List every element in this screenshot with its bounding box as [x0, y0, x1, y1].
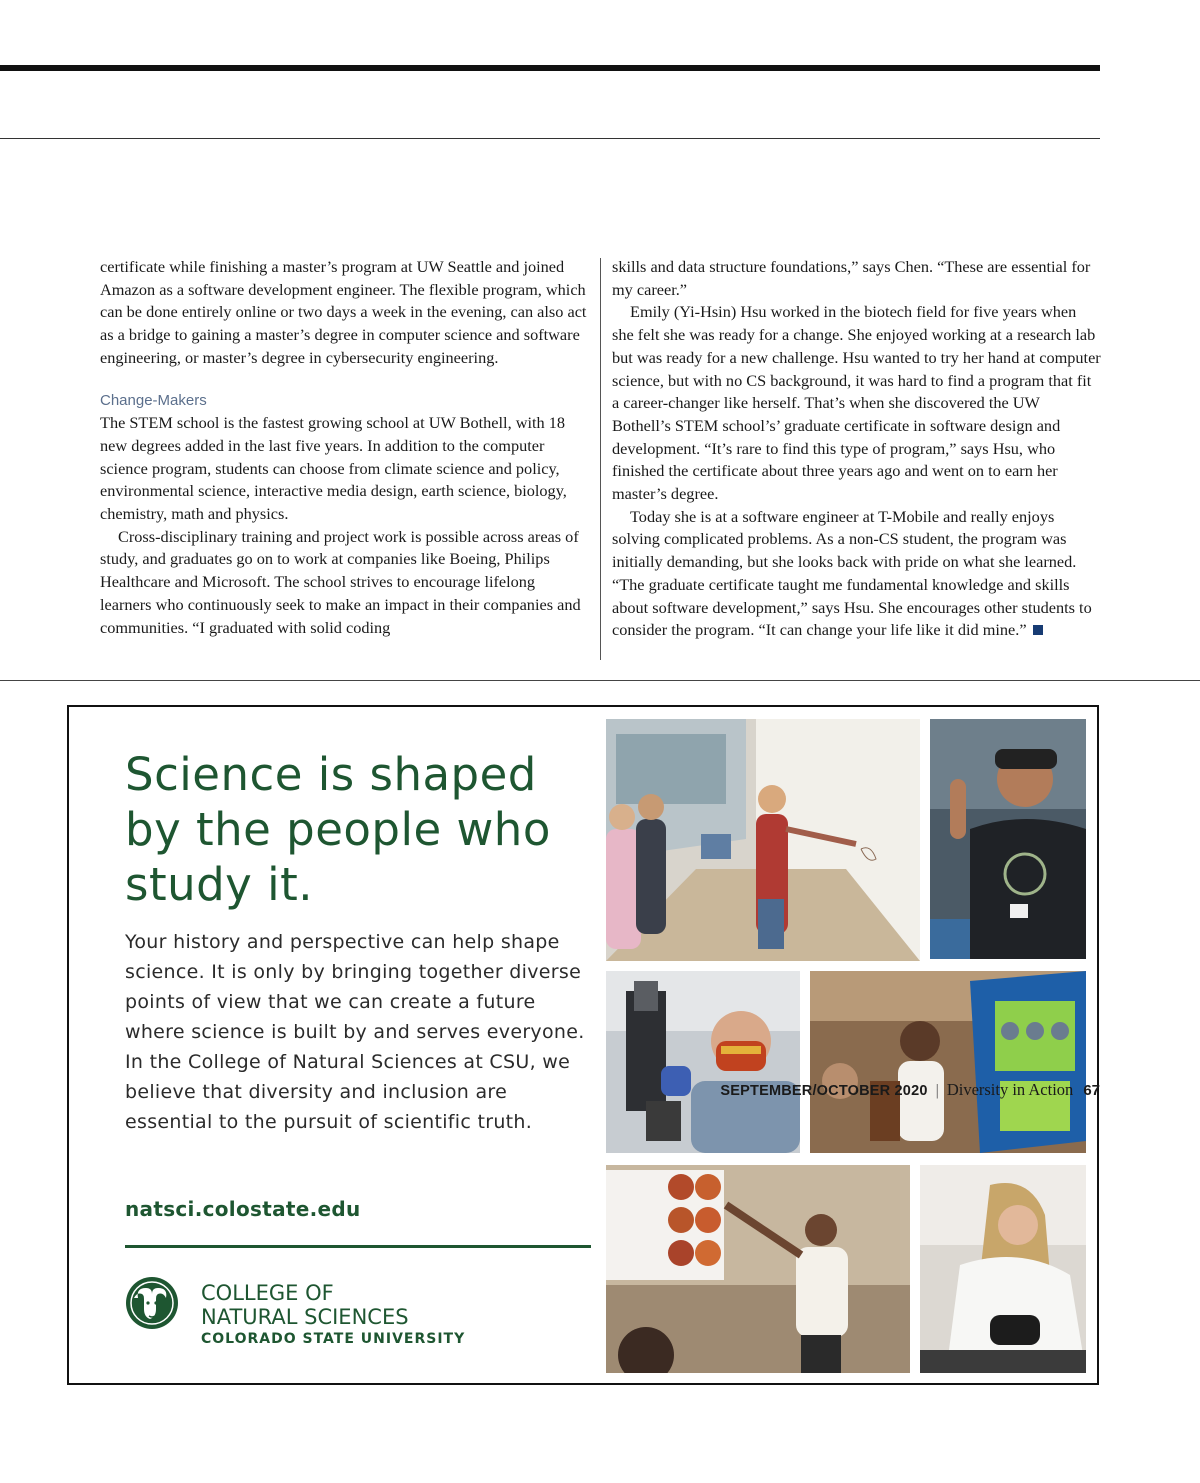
right-paragraph-1: skills and data structure foundations,” says Chen. “These are essential for my career.”: [612, 257, 1091, 299]
section-subhead: Change-Makers: [100, 391, 207, 409]
photo-poster-presentation: [810, 971, 1086, 1153]
issue-date: SEPTEMBER/OCTOBER 2020: [720, 1083, 928, 1099]
ad-website-link[interactable]: natsci.colostate.edu: [125, 1197, 361, 1221]
college-name-line-1: COLLEGE OF: [201, 1281, 334, 1305]
left-paragraph-1: certificate while finishing a master’s program at UW Seattle and joined Amazon as a software development engineer. The flexible program, which can be done entirely online or two days a week in the evening, can also act as a bridge to gaining a master’s degree in computer science and software engineering, or master’s degree in cybersecurity engineering.: [100, 257, 587, 367]
college-name: [201, 1281, 409, 1329]
article-right-column: [612, 256, 1102, 642]
section-rule: [0, 680, 1200, 681]
photo-lab-scientist: [920, 1165, 1086, 1373]
photo-student-headset: [930, 719, 1086, 959]
photo-lab-researcher: [606, 971, 800, 1153]
ad-body-text: Your history and perspective can help shape science. It is only by bringing together diverse points of view that we can create a future where science is built by and serves everyone. In the College of Natural Sciences at CSU, we believe that diversity and inclusion are essential to the pursuit of scientific truth.: [125, 931, 585, 1133]
end-of-article-icon: [1033, 625, 1043, 635]
right-paragraph-2: Emily (Yi-Hsin) Hsu worked in the biotech field for five years when she felt she was ready for a change. She enjoyed working at a research lab but was ready for a new challenge. Hsu wanted to try her hand at computer science, but with no CS background, it was hard to find a program that fit a career-changer like herself. That’s when she discovered the UW Bothell’s STEM school’s’ graduate certificate in software design and development. “It’s rare to find this type of program,” says Hsu, who finished the certificate about three years ago and went on to earn her master’s degree.: [612, 302, 1101, 504]
left-paragraph-2: The STEM school is the fastest growing school at UW Bothell, with 18 new degrees added in the last five years. In addition to the computer science program, students can choose from climate science and policy, environmental science, interactive media design, earth science, biology, chemistry, math and physics.: [100, 413, 567, 524]
left-paragraph-3: Cross-disciplinary training and project work is possible across areas of study, and graduates go on to work at companies like Boeing, Philips Healthcare and Microsoft. The school strives to encourage lifelong learners who continuously seek to make an impact in their companies and communities. “I graduated with solid coding: [100, 526, 581, 637]
ad-divider: [125, 1245, 591, 1248]
ad-headline: Science is shaped by the people who study it.: [125, 748, 551, 911]
photo-classroom-presenter: [606, 1165, 910, 1373]
article-left-column: [100, 256, 590, 639]
university-name: COLORADO STATE UNIVERSITY: [201, 1331, 466, 1347]
column-divider: [600, 258, 601, 660]
footer-separator: |: [935, 1082, 939, 1099]
right-paragraph-3: Today she is at a software engineer at T-Mobile and really enjoys solving complicated problems. As a non-CS student, the program was initially demanding, but she looks back with pride on what she learned. “The graduate certificate taught me fundamental knowledge and skills about software development,” says Hsu. She encourages other students to consider the program. “It can change your life like it did mine.”: [612, 506, 1092, 640]
csu-ram-logo-icon: [124, 1272, 180, 1334]
csu-advertisement: [67, 705, 1099, 1385]
page-footer: [720, 1080, 1100, 1100]
college-name-line-2: NATURAL SCIENCES: [201, 1305, 409, 1329]
magazine-name: Diversity in Action: [946, 1080, 1074, 1099]
header-thick-rule: [0, 65, 1100, 71]
header-thin-rule: [0, 138, 1100, 139]
photo-hallway-students: [606, 719, 920, 961]
page-number: 67: [1083, 1082, 1100, 1099]
right-paragraph-3-wrap: [612, 506, 1102, 642]
